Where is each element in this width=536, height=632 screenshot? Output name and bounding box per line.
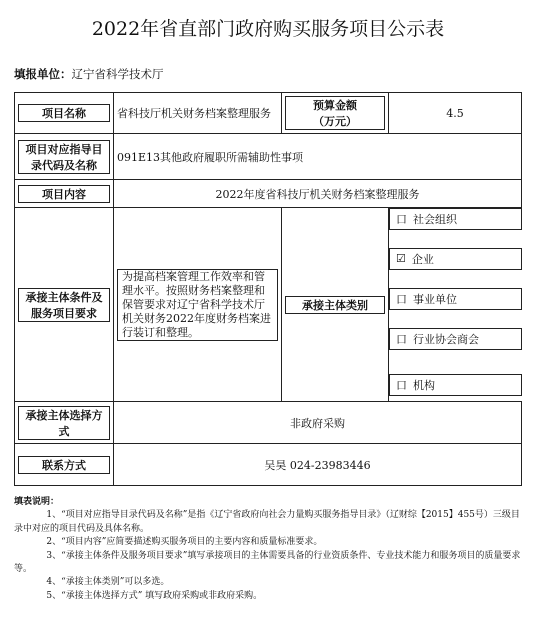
checked-box-icon: ☑	[396, 252, 406, 265]
budget-value: 4.5	[389, 93, 522, 134]
category-option-label: 行业协会商会	[413, 332, 479, 346]
budget-unit-label: （万元）	[313, 115, 357, 128]
category-option-social	[389, 208, 522, 230]
category-label: 承接主体类别	[285, 296, 385, 314]
project-name-label-cell	[15, 93, 114, 134]
project-content-value: 2022年度省科技厅机关财务档案整理服务	[114, 180, 522, 208]
instructions-heading: 填表说明：	[14, 497, 60, 507]
catalog-code-value: 091E13其他政府履职所需辅助性事项	[114, 134, 522, 180]
contact-label: 联系方式	[18, 456, 110, 474]
budget-label-cell	[282, 93, 389, 134]
unchecked-box-icon: 口	[396, 332, 407, 346]
selection-value: 非政府采购	[114, 402, 522, 444]
category-option-label: 社会组织	[413, 213, 457, 226]
project-content-label: 项目内容	[18, 185, 110, 203]
instructions	[14, 496, 522, 603]
project-content-label-cell	[15, 180, 114, 208]
catalog-code-label-cell	[15, 134, 114, 180]
category-option-label: 机构	[413, 378, 435, 392]
conditions-value-cell	[114, 208, 282, 402]
filing-unit-value: 辽宁省科学技术厅	[71, 67, 164, 81]
budget-label: 预算金额	[313, 99, 357, 112]
selection-label: 承接主体选择方式	[18, 406, 110, 440]
filing-unit	[14, 66, 164, 82]
unchecked-box-icon: 口	[396, 213, 407, 226]
unchecked-box-icon: 口	[396, 292, 407, 306]
conditions-label-cell	[15, 208, 114, 402]
category-label-cell	[282, 208, 389, 402]
contact-value: 吴昊 024-23983446	[114, 444, 522, 486]
announcement-table	[14, 92, 522, 486]
page-title: 2022年省直部门政府购买服务项目公示表	[91, 18, 445, 40]
instruction-item: 2、“项目内容”应简要描述购买服务项目的主要内容和质量标准要求。	[46, 537, 323, 548]
conditions-value: 为提高档案管理工作效率和管理水平。按照财务档案整理和保管要求对辽宁省科学技术厅机关财务2022年度财务档案进行装订和整理。	[117, 269, 278, 341]
project-name-label: 项目名称	[18, 104, 110, 122]
instruction-item: 1、“项目对应指导目录代码及名称”是指《辽宁省政府向社会力量购买服务指导目录》（辽财综【2015】455号）三级目录中对应的项目代码及具体名称。	[14, 510, 520, 534]
catalog-code-label: 项目对应指导目录代码及名称	[18, 140, 110, 174]
unchecked-box-icon: 口	[396, 378, 407, 392]
category-option-institution	[389, 288, 522, 310]
filing-unit-label: 填报单位：	[14, 67, 72, 81]
project-name-value: 省科技厅机关财务档案整理服务	[114, 93, 282, 134]
conditions-label: 承接主体条件及服务项目要求	[18, 288, 110, 322]
contact-label-cell	[15, 444, 114, 486]
category-option-agency	[389, 374, 522, 396]
instruction-item: 3、“承接主体条件及服务项目要求”填写承接项目的主体需要具备的行业资质条件、专业技术能力和服务项目的质量要求等。	[14, 550, 521, 575]
category-option-label: 企业	[411, 252, 434, 266]
instruction-item: 4、“承接主体类别”可以多选。	[46, 577, 170, 588]
category-option-label: 事业单位	[413, 292, 457, 306]
category-option-association	[389, 328, 522, 350]
category-option-enterprise	[389, 248, 522, 270]
selection-label-cell	[15, 402, 114, 444]
instruction-item: 5、“承接主体选择方式” 填写政府采购或非政府采购。	[46, 590, 263, 601]
